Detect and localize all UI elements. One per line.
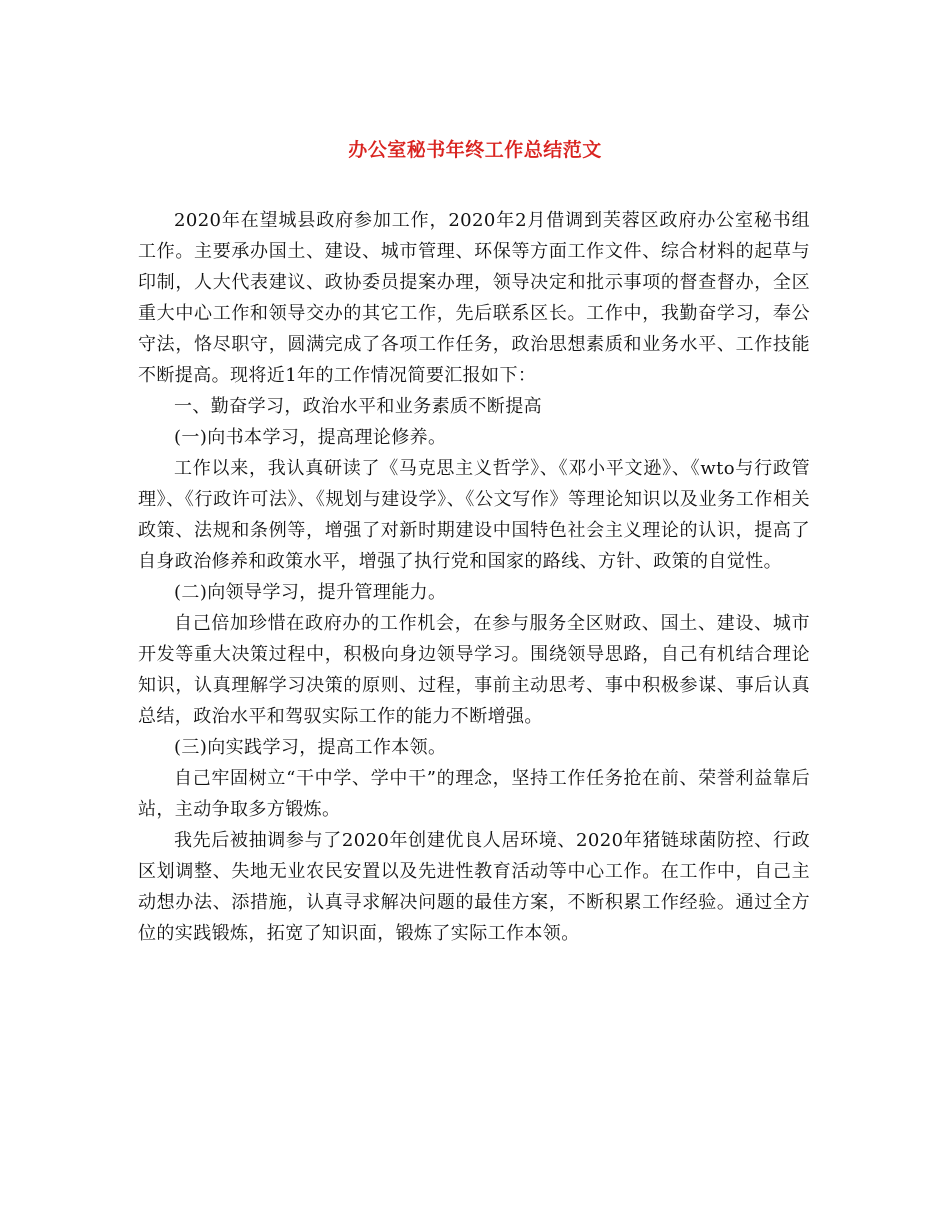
document-body [138, 205, 810, 949]
subsection-heading-2: (二)向领导学习，提升管理能力。 [174, 582, 447, 603]
paragraph-intro: 2020年在望城县政府参加工作，2020年2月借调到芙蓉区政府办公室秘书组工作。主要承办国土、建设、城市管理、环保等方面工作文件、综合材料的起草与印制，人大代表建议、政协委员提案办理，领导决定和批示事项的督查督办，全区重大中心工作和领导交办的其它工作，先后联系区长。工作中，我勤奋学习，奉公守法，恪尽职守，圆满完成了各项工作任务，政治思想素质和业务水平、工作技能不断提高。现将近1年的工作情况简要汇报如下： [138, 210, 810, 386]
paragraph-book-study: 工作以来，我认真研读了《马克思主义哲学》、《邓小平文逊》、《wto与行政管理》、《行政许可法》、《规划与建设学》、《公文写作》等理论知识以及业务工作相关政策、法规和条例等，增强了对新时期建设中国特色社会主义理论的认识，提高了自身政治修养和政策水平，增强了执行党和国家的路线、方针、政策的自觉性。 [138, 458, 810, 572]
paragraph-assignments: 我先后被抽调参与了2020年创建优良人居环境、2020年猪链球菌防控、行政区划调整、失地无业农民安置以及先进性教育活动等中心工作。在工作中，自己主动想办法、添措施，认真寻求解决问题的最佳方案，不断积累工作经验。通过全方位的实践锻炼，拓宽了知识面，锻炼了实际工作本领。 [138, 830, 810, 944]
paragraph-leader-study: 自己倍加珍惜在政府办的工作机会，在参与服务全区财政、国土、建设、城市开发等重大决策过程中，积极向身边领导学习。围绕领导思路，自己有机结合理论知识，认真理解学习决策的原则、过程，事前主动思考、事中积极参谋、事后认真总结，政治水平和驾驭实际工作的能力不断增强。 [138, 613, 810, 727]
paragraph-practice-study: 自己牢固树立“干中学、学中干”的理念，坚持工作任务抢在前、荣誉利益靠后站，主动争取多方锻炼。 [138, 768, 810, 820]
subsection-heading-3: (三)向实践学习，提高工作本领。 [174, 737, 447, 758]
section-heading-1: 一、勤奋学习，政治水平和业务素质不断提高 [174, 396, 542, 417]
document-title: 办公室秘书年终工作总结范文 [348, 139, 602, 161]
subsection-heading-1: (一)向书本学习，提高理论修养。 [174, 427, 447, 448]
